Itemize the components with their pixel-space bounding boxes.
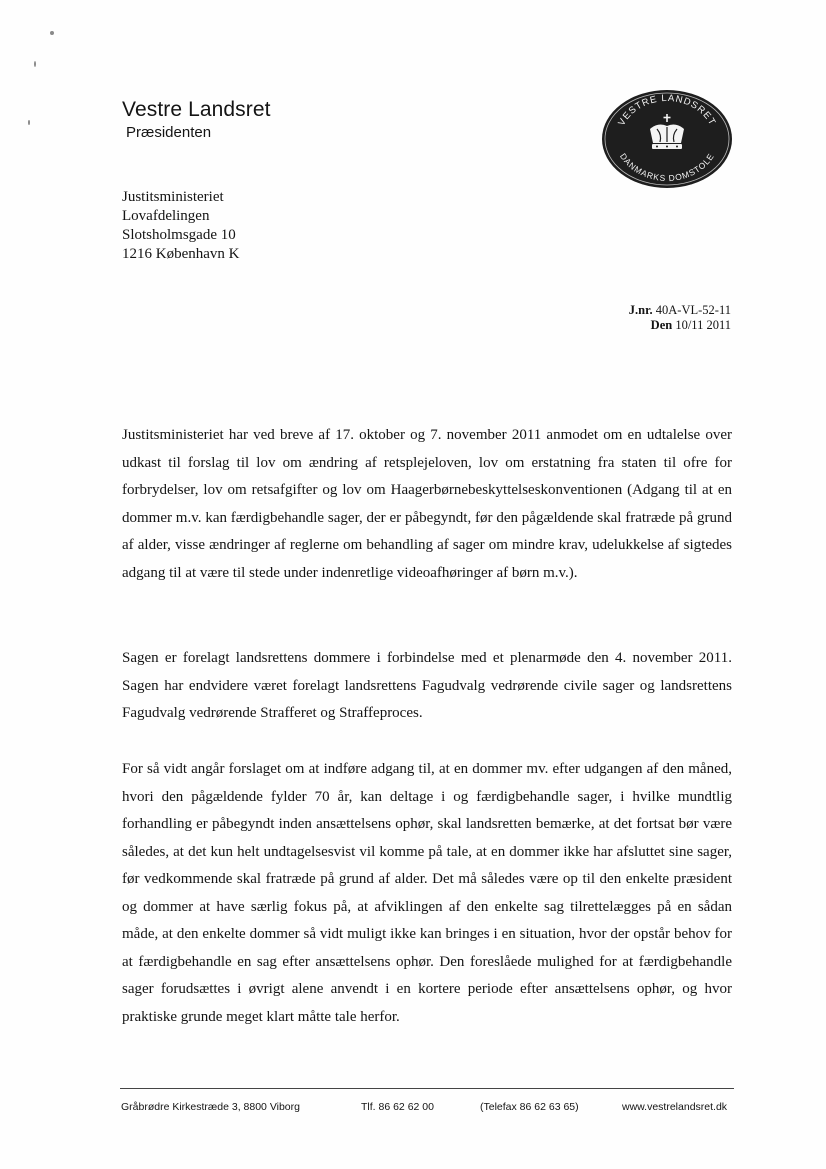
footer-phone: Tlf. 86 62 62 00 [361, 1101, 434, 1113]
recipient-line: Justitsministeriet [122, 189, 224, 205]
letter-date: Den 10/11 2011 [650, 318, 731, 332]
footer-divider [120, 1088, 734, 1089]
footer-address: Gråbrødre Kirkestræde 3, 8800 Viborg [121, 1101, 300, 1113]
letterhead [122, 97, 271, 142]
scan-speck [28, 120, 30, 125]
org-name: Vestre Landsret [122, 98, 271, 121]
body-paragraph: Justitsministeriet har ved breve af 17. oktober og 7. november 2011 anmodet om en udtalelse over udkast til forslag til lov om ændring af retsplejeloven, lov om erstatning fra staten til ofre for forbrydelser, lov om retsafgifter og lov om Haagerbørnebeskyttelseskonventionen (Adgang til at en dommer m.v. kan færdigbehandle sager, der er påbegyndt, før den pågældende skal fratræde på grund af alder, visse ændringer af reglerne om behandling af sager om mindre krav, udelukkelse af sigtedes adgang til at være til stede under indenretlige videoafhøringer af børn m.v.). [122, 427, 732, 581]
recipient-address [122, 188, 239, 264]
body-paragraph: For så vidt angår forslaget om at indføre adgang til, at en dommer mv. efter udgangen af den måned, hvori den pågældende fylder 70 år, kan deltage i og færdigbehandle sager, i hvilke mundtlig forhandling er påbegyndt inden ansættelsens ophør, skal landsretten bemærke, at det fortsat bør være således, at det kun helt undtagelsesvist vil komme på tale, at en dommer ikke har afsluttet sine sager, før vedkommende skal fratræde på grund af alder. Det må således være op til den enkelte præsident og dommer at have særlig fokus på, at afviklingen af den enkelte sag tilrettelægges på en sådan måde, at den enkelte dommer så vidt muligt ikke kan bringes i en situation, hvor der opstår behov for at færdigbehandle en sag efter ansættelsens ophør. Den foreslåede mulighed for at færdigbehandle sager forudsættes i øvrigt alene anvendt i en kortere periode efter ansættelsens ophør, og hvor praktiske grunde meget klart måtte tale herfor. [122, 761, 732, 1025]
recipient-line: Slotsholmsgade 10 [122, 227, 236, 243]
seal-top-text: VESTRE LANDSRET [616, 92, 718, 128]
footer-fax: (Telefax 86 62 63 65) [480, 1101, 579, 1113]
org-subtitle: Præsidenten [126, 124, 212, 141]
reference-block [629, 303, 731, 333]
scan-speck [34, 61, 36, 67]
scan-speck [50, 31, 54, 35]
recipient-line: Lovafdelingen [122, 208, 210, 224]
seal-bottom-text: DANMARKS DOMSTOLE [617, 151, 717, 184]
body-paragraph: Sagen er forelagt landsrettens dommere i forbindelse med et plenarmøde den 4. november 2011. Sagen har endvidere været forelagt landsrettens Fagudvalg vedrørende civile sager og landsrettens Fagudvalg vedrørende Strafferet og Straffeproces. [122, 650, 732, 721]
journal-number: J.nr. 40A-VL-52-11 [628, 303, 731, 317]
footer-website: www.vestrelandsret.dk [622, 1101, 728, 1113]
recipient-line: 1216 København K [122, 246, 240, 262]
court-seal [600, 89, 734, 189]
